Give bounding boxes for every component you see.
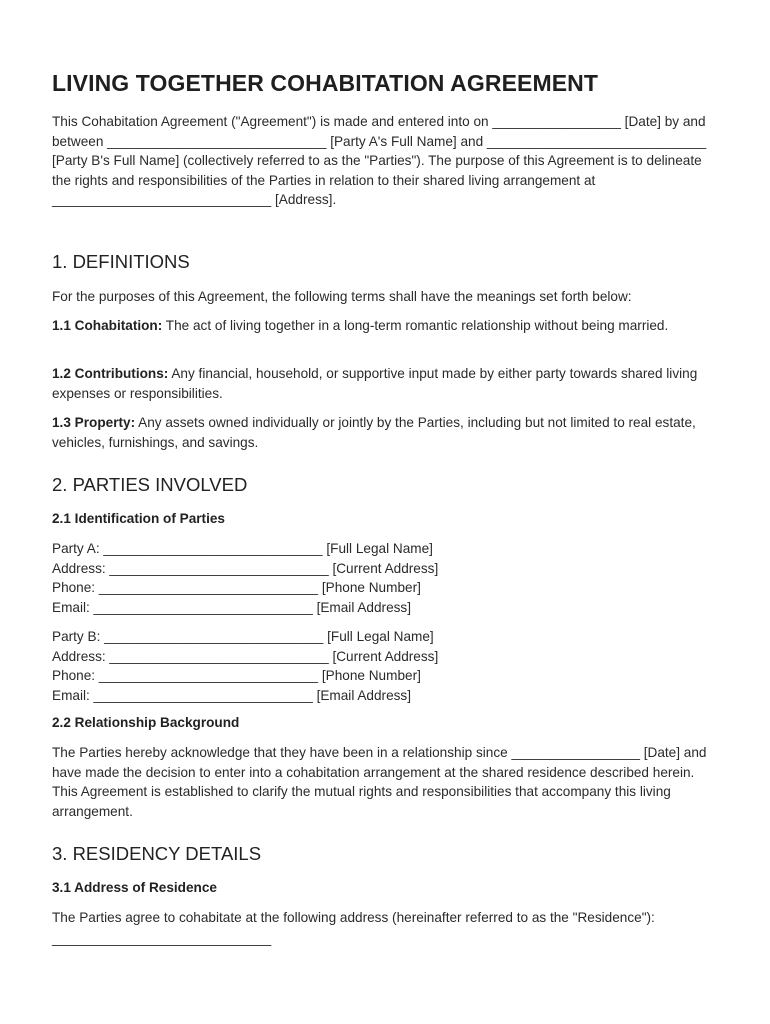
definition-paragraph [52,364,722,403]
party-b-name-line: Party B: _____________________________ [Full Legal Name] [52,629,434,644]
definition-text: Any assets owned individually or jointly by the Parties, including but not limited to real estate, vehicles, furnishings, and savings. [52,415,696,450]
definition-paragraph [52,413,722,452]
relationship-background-body [52,743,722,821]
identification-heading: 2.1 Identification of Parties [52,511,225,526]
party-a-details [52,539,722,617]
parties-section [52,474,722,496]
party-a-name-line: Party A: _____________________________ [Full Legal Name] [52,541,433,556]
address-of-residence-heading: 3.1 Address of Residence [52,880,217,895]
definition-paragraph [52,316,722,336]
party-b-address-line: Address: _____________________________ [Current Address] [52,648,439,664]
definition-term: 1.3 Property: [52,415,136,430]
definition-text: The act of living together in a long-term romantic relationship without being married. [162,318,669,333]
address-subsection [52,880,722,895]
party-a-address-line: Address: _____________________________ [Current Address] [52,560,439,576]
definitions-lead-text: For the purposes of this Agreement, the following terms shall have the meanings set forth below: [52,289,632,304]
definition-text: Any financial, household, or supportive input made by either party towards shared living expenses or responsibilities. [52,366,698,401]
address-body [52,908,722,948]
definition-item-cohabitation [52,316,722,336]
definition-term: 1.1 Cohabitation: [52,318,163,333]
definitions-lead [52,287,722,307]
definitions-heading: 1. DEFINITIONS [52,251,190,272]
document-title: LIVING TOGETHER COHABITATION AGREEMENT [52,70,599,96]
definition-item-contributions [52,364,722,403]
relationship-background-text: The Parties hereby acknowledge that they have been in a relationship since _________________ [Date] and have made the decision to enter into a cohabitation arrangement at the shared residence described herein. This Agreement is established to clarify the mutual rights and responsibilities that accompany this living arrangement. [52,745,707,819]
intro-paragraph: This Cohabitation Agreement ("Agreement") is made and entered into on _________________ [Date] by and between _____________________________ [Party A's Full Name] and _____________________________ [Party B's Full Name] (collectively referred to as the "Parties"). The purpose of this Agreement is to delineate the rights and responsibilities of the Parties in relation to their shared living arrangement at _____________________________ [Address]. [52,114,707,208]
residence-address-blank: _____________________________ [52,930,272,946]
relationship-background-heading: 2.2 Relationship Background [52,715,240,730]
party-a-email-line: Email: _____________________________ [Email Address] [52,599,412,615]
party-b-email-line: Email: _____________________________ [Email Address] [52,687,412,703]
definition-item-property [52,413,722,452]
definition-term: 1.2 Contributions: [52,366,169,381]
party-a-phone-line: Phone: _____________________________ [Phone Number] [52,580,421,596]
party-b-details [52,627,722,705]
parties-heading: 2. PARTIES INVOLVED [52,474,248,495]
relationship-background-subsection [52,715,722,730]
definitions-section [52,251,722,273]
identification-subsection [52,511,722,526]
residency-section [52,843,722,865]
party-b-phone-line: Phone: _____________________________ [Phone Number] [52,668,421,684]
residency-heading: 3. RESIDENCY DETAILS [52,843,262,864]
address-text: The Parties agree to cohabitate at the following address (hereinafter referred to as the "Residence"): [52,910,655,925]
